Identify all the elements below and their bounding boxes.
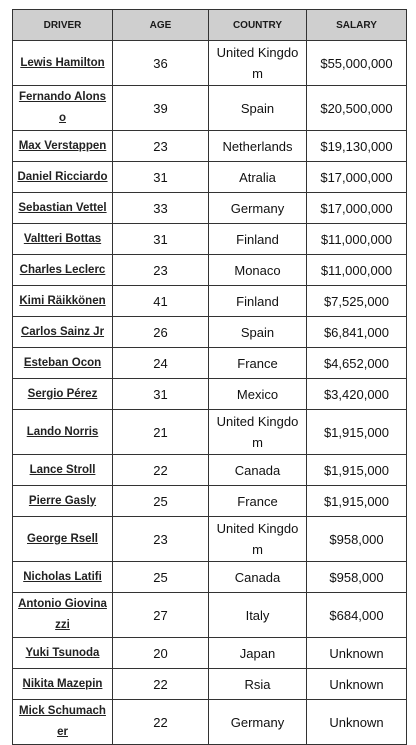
table-row: [13, 224, 407, 255]
driver-link[interactable]: Fernando Alonso: [13, 86, 113, 131]
driver-link[interactable]: Lewis Hamilton: [13, 41, 113, 86]
salary-cell: $958,000: [307, 562, 407, 593]
age-cell: 26: [113, 317, 209, 348]
country-cell: Netherlands: [209, 131, 307, 162]
driver-link[interactable]: Mick Schumacher: [13, 700, 113, 745]
country-cell: Japan: [209, 638, 307, 669]
country-cell: Atralia: [209, 162, 307, 193]
age-cell: 25: [113, 486, 209, 517]
salary-cell: $17,000,000: [307, 162, 407, 193]
country-cell: United Kingdom: [209, 41, 307, 86]
country-cell: Italy: [209, 593, 307, 638]
salary-cell: $7,525,000: [307, 286, 407, 317]
country-cell: Finland: [209, 286, 307, 317]
country-cell: Germany: [209, 700, 307, 745]
table-row: [13, 669, 407, 700]
driver-link[interactable]: Valtteri Bottas: [13, 224, 113, 255]
country-cell: Mexico: [209, 379, 307, 410]
country-cell: Canada: [209, 562, 307, 593]
drivers-table: [12, 9, 407, 745]
salary-cell: Unknown: [307, 669, 407, 700]
age-cell: 23: [113, 131, 209, 162]
age-cell: 20: [113, 638, 209, 669]
age-cell: 27: [113, 593, 209, 638]
salary-cell: $55,000,000: [307, 41, 407, 86]
age-cell: 39: [113, 86, 209, 131]
table-row: [13, 131, 407, 162]
salary-cell: $1,915,000: [307, 486, 407, 517]
driver-link[interactable]: Antonio Giovinazzi: [13, 593, 113, 638]
table-row: [13, 348, 407, 379]
country-cell: United Kingdom: [209, 410, 307, 455]
table-row: [13, 486, 407, 517]
salary-cell: $1,915,000: [307, 410, 407, 455]
driver-link[interactable]: Daniel Ricciardo: [13, 162, 113, 193]
table-row: [13, 410, 407, 455]
salary-cell: Unknown: [307, 700, 407, 745]
header-country: COUNTRY: [209, 10, 307, 41]
salary-cell: $6,841,000: [307, 317, 407, 348]
salary-cell: $1,915,000: [307, 455, 407, 486]
salary-cell: $11,000,000: [307, 224, 407, 255]
salary-cell: $958,000: [307, 517, 407, 562]
table-row: [13, 286, 407, 317]
table-row: [13, 193, 407, 224]
driver-link[interactable]: George Rsell: [13, 517, 113, 562]
country-cell: France: [209, 486, 307, 517]
age-cell: 31: [113, 224, 209, 255]
age-cell: 22: [113, 669, 209, 700]
table-row: [13, 255, 407, 286]
age-cell: 31: [113, 162, 209, 193]
salary-cell: $17,000,000: [307, 193, 407, 224]
driver-link[interactable]: Nicholas Latifi: [13, 562, 113, 593]
country-cell: Rsia: [209, 669, 307, 700]
age-cell: 41: [113, 286, 209, 317]
table-row: [13, 700, 407, 745]
age-cell: 33: [113, 193, 209, 224]
header-salary: SALARY: [307, 10, 407, 41]
age-cell: 22: [113, 700, 209, 745]
driver-link[interactable]: Nikita Mazepin: [13, 669, 113, 700]
driver-link[interactable]: Sergio Pérez: [13, 379, 113, 410]
driver-link[interactable]: Kimi Räikkönen: [13, 286, 113, 317]
table-row: [13, 86, 407, 131]
country-cell: Canada: [209, 455, 307, 486]
country-cell: Spain: [209, 86, 307, 131]
driver-link[interactable]: Charles Leclerc: [13, 255, 113, 286]
age-cell: 24: [113, 348, 209, 379]
country-cell: United Kingdom: [209, 517, 307, 562]
country-cell: Spain: [209, 317, 307, 348]
salary-cell: $3,420,000: [307, 379, 407, 410]
driver-link[interactable]: Carlos Sainz Jr: [13, 317, 113, 348]
salary-cell: $20,500,000: [307, 86, 407, 131]
driver-link[interactable]: Esteban Ocon: [13, 348, 113, 379]
table-body: [13, 41, 407, 745]
country-cell: Monaco: [209, 255, 307, 286]
driver-link[interactable]: Yuki Tsunoda: [13, 638, 113, 669]
salary-cell: $19,130,000: [307, 131, 407, 162]
table-row: [13, 638, 407, 669]
header-driver: DRIVER: [13, 10, 113, 41]
header-age: AGE: [113, 10, 209, 41]
table-row: [13, 517, 407, 562]
table-row: [13, 455, 407, 486]
age-cell: 23: [113, 255, 209, 286]
age-cell: 36: [113, 41, 209, 86]
table-row: [13, 379, 407, 410]
table-row: [13, 317, 407, 348]
table-row: [13, 593, 407, 638]
age-cell: 23: [113, 517, 209, 562]
age-cell: 22: [113, 455, 209, 486]
salary-cell: $684,000: [307, 593, 407, 638]
driver-link[interactable]: Lance Stroll: [13, 455, 113, 486]
table-row: [13, 162, 407, 193]
driver-link[interactable]: Sebastian Vettel: [13, 193, 113, 224]
driver-link[interactable]: Lando Norris: [13, 410, 113, 455]
header-row: [13, 10, 407, 41]
table-row: [13, 41, 407, 86]
age-cell: 21: [113, 410, 209, 455]
country-cell: Germany: [209, 193, 307, 224]
country-cell: Finland: [209, 224, 307, 255]
salary-cell: $4,652,000: [307, 348, 407, 379]
country-cell: France: [209, 348, 307, 379]
salary-cell: Unknown: [307, 638, 407, 669]
table-row: [13, 562, 407, 593]
salary-cell: $11,000,000: [307, 255, 407, 286]
driver-link[interactable]: Max Verstappen: [13, 131, 113, 162]
driver-link[interactable]: Pierre Gasly: [13, 486, 113, 517]
age-cell: 25: [113, 562, 209, 593]
age-cell: 31: [113, 379, 209, 410]
